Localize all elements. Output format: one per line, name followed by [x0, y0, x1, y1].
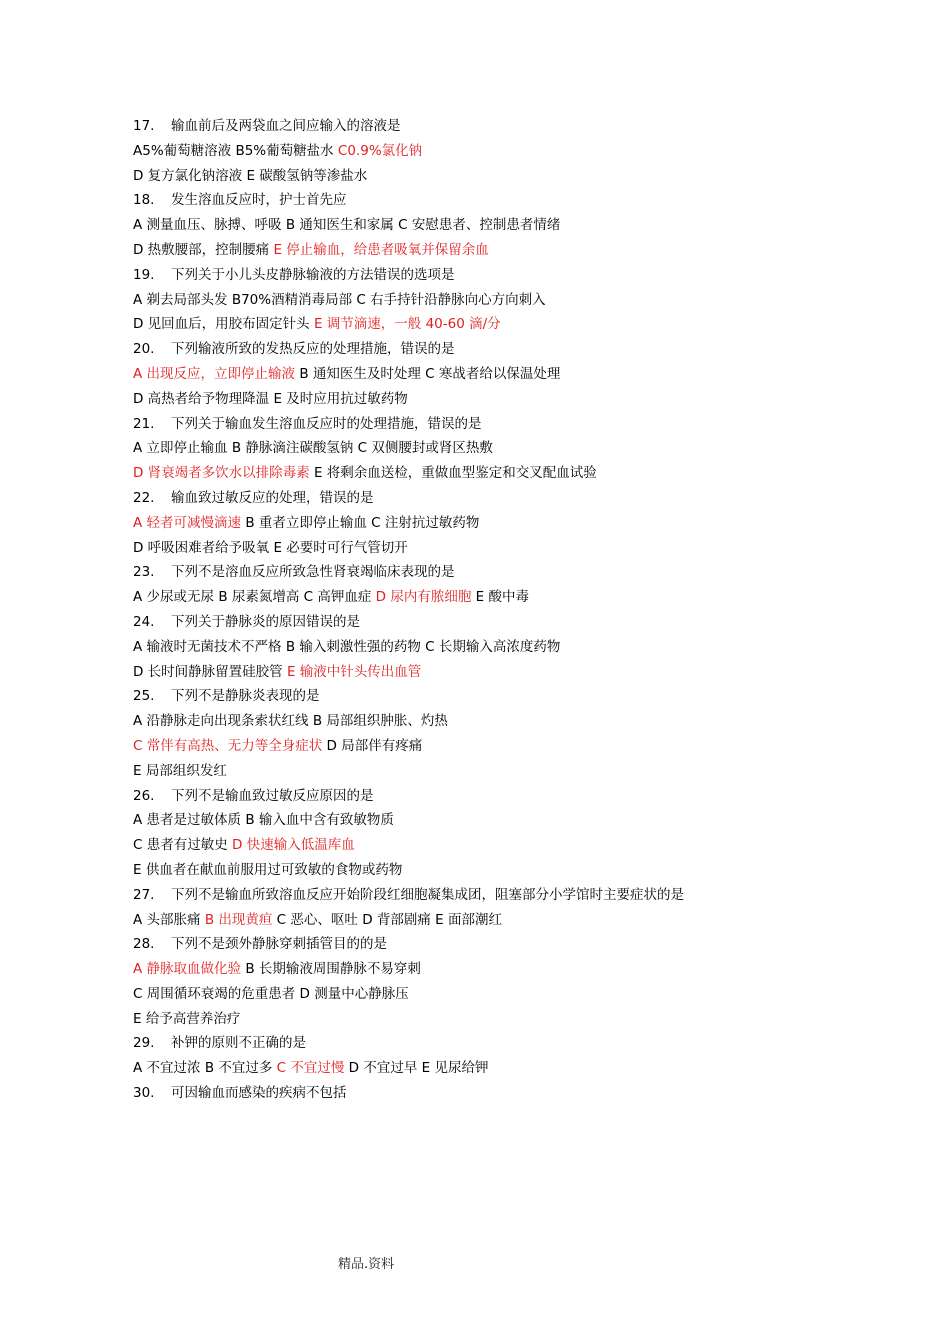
- line-text: 下列关于小儿头皮静脉输液的方法错误的选项是: [171, 266, 455, 283]
- page-footer: 精品.资料: [338, 1257, 395, 1272]
- question-number: 19.: [133, 266, 155, 283]
- line-text: A5%葡萄糖溶液 B5%葡萄糖盐水: [133, 142, 338, 159]
- answer-highlight: D 快速输入低温库血: [232, 837, 355, 854]
- text-line: [133, 734, 913, 759]
- line-text: A 患者是过敏体质 B 输入血中含有致敏物质: [133, 812, 394, 829]
- question-list: [133, 114, 913, 1106]
- line-text: E 局部组织发红: [133, 762, 227, 779]
- line-text: E 供血者在献血前服用过可致敏的食物或药物: [133, 861, 403, 878]
- text-line: [133, 784, 913, 809]
- text-line: [133, 412, 913, 437]
- line-text: D 不宜过早 E 见尿给钾: [344, 1060, 489, 1077]
- line-text: D 局部伴有疼痛: [322, 737, 423, 754]
- answer-highlight: D 肾衰竭者多饮水以排除毒素: [133, 465, 310, 482]
- answer-highlight: E 停止输血，给患者吸氧并保留余血: [273, 241, 489, 258]
- text-line: [133, 536, 913, 561]
- line-text: D 高热者给予物理降温 E 及时应用抗过敏药物: [133, 390, 408, 407]
- answer-highlight: A 静脉取血做化验: [133, 961, 242, 978]
- text-line: [133, 139, 913, 164]
- text-line: [133, 1056, 913, 1081]
- line-text: E 给予高营养治疗: [133, 1010, 241, 1027]
- line-text: D 复方氯化钠溶液 E 碳酸氢钠等渗盐水: [133, 167, 368, 184]
- line-text: B 通知医生及时处理 C 寒战者给以保温处理: [295, 365, 561, 382]
- text-line: [133, 982, 913, 1007]
- line-text: A 剃去局部头发 B70%酒精消毒局部 C 右手持针沿静脉向心方向刺入: [133, 291, 546, 308]
- line-text: D 长时间静脉留置硅胶管: [133, 663, 287, 680]
- line-text: B 长期输液周围静脉不易穿刺: [241, 961, 421, 978]
- text-line: [133, 238, 913, 263]
- line-text: D 见回血后，用胶布固定针头: [133, 316, 314, 333]
- text-line: [133, 288, 913, 313]
- line-text: C 周围循环衰竭的危重患者 D 测量中心静脉压: [133, 985, 409, 1002]
- answer-highlight: C 不宜过慢: [276, 1060, 345, 1077]
- text-line: [133, 164, 913, 189]
- text-line: [133, 709, 913, 734]
- text-line: [133, 560, 913, 585]
- text-line: [133, 1081, 913, 1106]
- question-number: 28.: [133, 936, 155, 953]
- question-number: 30.: [133, 1085, 155, 1102]
- line-text: 下列不是溶血反应所致急性肾衰竭临床表现的是: [171, 564, 455, 581]
- line-text: A 少尿或无尿 B 尿素氮增高 C 高钾血症: [133, 589, 376, 606]
- answer-highlight: C 常伴有高热、无力等全身症状: [133, 737, 323, 754]
- line-text: A 头部胀痛: [133, 911, 205, 928]
- text-line: [133, 461, 913, 486]
- line-text: 下列不是输血致过敏反应原因的是: [171, 787, 374, 804]
- line-text: B 重者立即停止输血 C 注射抗过敏药物: [241, 514, 480, 531]
- line-text: D 热敷腰部，控制腰痛: [133, 241, 274, 258]
- line-text: A 不宜过浓 B 不宜过多: [133, 1060, 277, 1077]
- question-number: 29.: [133, 1035, 155, 1052]
- text-line: [133, 362, 913, 387]
- line-text: 可因输血而感染的疾病不包括: [171, 1085, 347, 1102]
- line-text: C 恶心、呕吐 D 背部剧痛 E 面部潮红: [272, 911, 502, 928]
- line-text: 下列关于静脉炎的原因错误的是: [171, 613, 360, 630]
- text-line: [133, 312, 913, 337]
- line-text: 输血致过敏反应的处理，错误的是: [171, 489, 374, 506]
- text-line: [133, 387, 913, 412]
- text-line: [133, 114, 913, 139]
- text-line: [133, 957, 913, 982]
- line-text: 发生溶血反应时，护士首先应: [171, 192, 347, 209]
- text-line: [133, 1007, 913, 1032]
- question-number: 22.: [133, 489, 155, 506]
- line-text: 下列不是输血所致溶血反应开始阶段红细胞凝集成团，阻塞部分小学馆时主要症状的是: [171, 886, 684, 903]
- text-line: [133, 436, 913, 461]
- question-number: 25.: [133, 688, 155, 705]
- text-line: [133, 883, 913, 908]
- text-line: [133, 635, 913, 660]
- text-line: [133, 263, 913, 288]
- answer-highlight: D 尿内有脓细胞: [375, 589, 472, 606]
- question-number: 20.: [133, 341, 155, 358]
- text-line: [133, 486, 913, 511]
- question-number: 17.: [133, 118, 155, 134]
- text-line: [133, 833, 913, 858]
- answer-highlight: A 出现反应，立即停止输液: [133, 365, 296, 382]
- text-line: [133, 188, 913, 213]
- text-line: [133, 610, 913, 635]
- text-line: [133, 213, 913, 238]
- line-text: 下列不是静脉炎表现的是: [171, 688, 320, 705]
- line-text: 补钾的原则不正确的是: [171, 1035, 306, 1052]
- line-text: E 酸中毒: [471, 589, 529, 606]
- text-line: [133, 585, 913, 610]
- text-line: [133, 908, 913, 933]
- line-text: A 测量血压、脉搏、呼吸 B 通知医生和家属 C 安慰患者、控制患者情绪: [133, 217, 561, 234]
- line-text: 下列输液所致的发热反应的处理措施，错误的是: [171, 341, 455, 358]
- text-line: [133, 1031, 913, 1056]
- line-text: 下列不是颈外静脉穿刺插管目的的是: [171, 936, 387, 953]
- text-line: [133, 932, 913, 957]
- text-line: [133, 858, 913, 883]
- question-number: 27.: [133, 886, 155, 903]
- line-text: A 输液时无菌技术不严格 B 输入刺激性强的药物 C 长期输入高浓度药物: [133, 638, 561, 655]
- answer-highlight: E 输液中针头传出血管: [286, 663, 422, 680]
- line-text: C 患者有过敏史: [133, 837, 233, 854]
- question-number: 26.: [133, 787, 155, 804]
- line-text: E 将剩余血送检，重做血型鉴定和交叉配血试验: [309, 465, 597, 482]
- line-text: A 沿静脉走向出现条索状红线 B 局部组织肿胀、灼热: [133, 713, 448, 730]
- question-number: 23.: [133, 564, 155, 581]
- question-number: 21.: [133, 415, 155, 432]
- line-text: A 立即停止输血 B 静脉滴注碳酸氢钠 C 双侧腰封或肾区热敷: [133, 440, 493, 457]
- line-text: 下列关于输血发生溶血反应时的处理措施，错误的是: [171, 415, 482, 432]
- text-line: [133, 511, 913, 536]
- question-number: 24.: [133, 613, 155, 630]
- answer-highlight: E 调节滴速，一般 40-60 滴/分: [313, 316, 501, 333]
- line-text: 输血前后及两袋血之间应输入的溶液是: [171, 118, 401, 134]
- text-line: [133, 684, 913, 709]
- line-text: D 呼吸困难者给予吸氧 E 必要时可行气管切开: [133, 539, 408, 556]
- answer-highlight: B 出现黄疸: [204, 911, 273, 928]
- answer-highlight: A 轻者可减慢滴速: [133, 514, 242, 531]
- question-number: 18.: [133, 192, 155, 209]
- text-line: [133, 759, 913, 784]
- text-line: [133, 337, 913, 362]
- answer-highlight: C0.9%氯化钠: [337, 142, 423, 159]
- text-line: [133, 660, 913, 685]
- text-line: [133, 808, 913, 833]
